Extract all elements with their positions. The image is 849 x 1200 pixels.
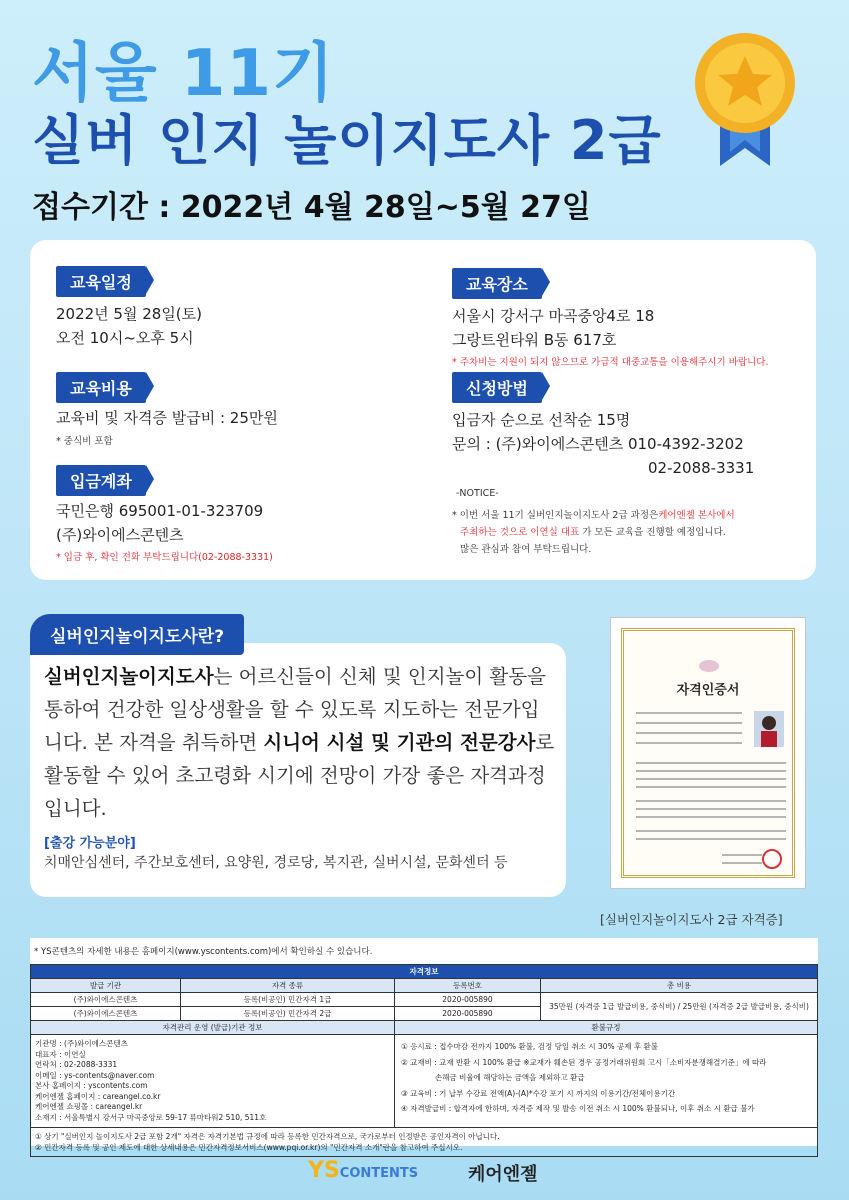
ys-contents-logo: YSCONTENTS [308,1158,419,1183]
account-note: * 입금 후, 확인 전화 부탁드립니다(02-2088-3331) [56,552,273,563]
title-line1: 서울 11기 [32,37,335,111]
refund-info: ① 응시료 : 접수마감 전까지 100% 환불, 검정 당일 취소 시 30% 공제 후 환불 ② 교재비 : 교재 반환 시 100% 환급 ※교재가 훼손된 경우 공정거래위원회 고시「소비자분쟁해결기준」에 따라 손해금 비율에 해당하는 금액을 제외하고 환급 ③ 교육비 : 기 납부 수강료 전액(A)-(A)*수강 포기 시 까지의 이용기간/전체이용기간 ④ 자격발급비 : 합격자에 한하며, 자격증 제작 및 발송 이전 취소 시 100% 환불되나, 이후 취소 시 환급 불가 [395,1035,818,1128]
refund-title: 환불규정 [395,1021,818,1035]
place-note: * 주차비는 지원이 되지 않으므로 가급적 대중교통을 이용해주시기 바랍니다. [452,357,769,368]
field-title: [출강 가능분야] [44,836,136,851]
footnotes: ① 상기 "실버인지 놀이지도사 2급 포함 2개" 자격은 자격기본법 규정에 따라 등록한 민간자격으로, 국가로부터 인정받은 공인자격이 아닙니다. ② 민간자격 등록 및 공인 제도에 대한 상세내용은 민간자격정보서비스(www.pqi.or.kr)의 "민간자격 소개"란을 참고하여 주십시오. [31,1128,818,1157]
intro-description: 실버인지놀이지도사는 어르신들이 신체 및 인지놀이 활동을 통하여 건강한 일상생활을 할 수 있도록 지도하는 전문가입니다. 본 자격을 취득하면 시니어 시설 및 기관의 전문강사로 활동할 수 있어 초고령화 시기에 전망이 가장 좋은 자격과정입니다. [44,665,555,820]
table-header: 자격 종류 [181,979,395,993]
certificate-emblem-icon [694,659,724,673]
cost-tag: 교육비용 [56,372,146,403]
apply-contact: 문의 : (주)와이에스콘텐츠 010-4392-3202 [452,435,744,453]
table-header: 총 비용 [541,979,818,993]
place-tag: 교육장소 [452,268,542,299]
account-number: 국민은행 695001-01-323709 [56,502,264,520]
table-header: 등록번호 [395,979,541,993]
schedule-date: 2022년 5월 28일(토) [56,305,203,323]
table-header: 발급 기관 [31,979,181,993]
notice-line1: * 이번 서울 11기 실버인지놀이지도사 2급 과정은케어엔젤 본사에서 [452,510,735,521]
medal-icon [690,28,800,168]
account-tag: 입금계좌 [56,465,146,496]
cost-text: 교육비 및 자격증 발급비 : 25만원 [56,409,278,427]
table-section-title: 자격정보 [31,965,818,979]
cost-note: * 중식비 포함 [56,436,113,447]
place-building: 그랑트윈타워 B동 617호 [452,331,617,349]
certificate-caption: [실버인지놀이지도사 2급 자격증] [600,912,783,927]
certificate-image [610,617,806,889]
title-line2: 실버 인지 놀이지도사 2급 [32,109,662,172]
qualification-table [30,964,818,1157]
notice-line3: 많은 관심과 참여 부탁드립니다. [460,544,592,555]
application-period: 접수기간 : 2022년 4월 28일~5월 27일 [32,190,591,225]
notice-line2: 주최하는 것으로 이연실 대표 가 모든 교육을 진행할 예정입니다. [460,527,726,538]
total-cost: 35만원 (자격증 1급 발급비용, 중식비) / 25만원 (자격증 2급 발급비용, 중식비) [541,993,818,1021]
schedule-tag: 교육일정 [56,266,146,297]
notice-title: -NOTICE- [456,488,499,499]
apply-tag: 신청방법 [452,372,542,403]
info-note: * YS콘텐츠의 자세한 내용은 홈페이지(www.yscontents.com)에서 확인하실 수 있습니다. [34,947,373,957]
apply-phone: 02-2088-3331 [648,459,755,477]
org-info: 기관명 : (주)와이에스콘텐츠 대표자 : 이연실 연락처 : 02-2088-3331 이메일 : ys-contents@naver.com 본사 홈페이지 : yscontents.com 케어엔젤 홈페이지 : careangel.co.kr 케어엔젤 쇼핑몰 : careangel.kr 소재지 : 서울특별시 강서구 마곡중앙로 59-17 류마타워2 510, 511호 [31,1035,395,1128]
certificate-body-icon [632,709,790,869]
certificate-title: 자격인증서 [676,683,740,698]
careangel-logo: 케어엔젤 [468,1164,538,1185]
table-row: (주)와이에스콘텐츠 등록(비공인) 민간자격 2급 2020-005890 [31,1007,818,1021]
schedule-time: 오전 10시~오후 5시 [56,329,194,347]
field-text: 치매안심센터, 주간보호센터, 요양원, 경로당, 복지관, 실버시설, 문화센터 등 [44,855,508,871]
intro-tag: 실버인지놀이지도사란? [30,614,244,655]
org-title: 자격관리 운영 (발급)기관 정보 [31,1021,395,1035]
account-holder: (주)와이에스콘텐츠 [56,526,184,544]
place-address: 서울시 강서구 마곡중앙4로 18 [452,307,655,325]
apply-text: 입금자 순으로 선착순 15명 [452,411,631,429]
table-row: (주)와이에스콘텐츠 등록(비공인) 민간자격 1급 2020-005890 35만원 (자격증 1급 발급비용, 중식비) / 25만원 (자격증 2급 발급비용, 중식비) [31,993,818,1007]
